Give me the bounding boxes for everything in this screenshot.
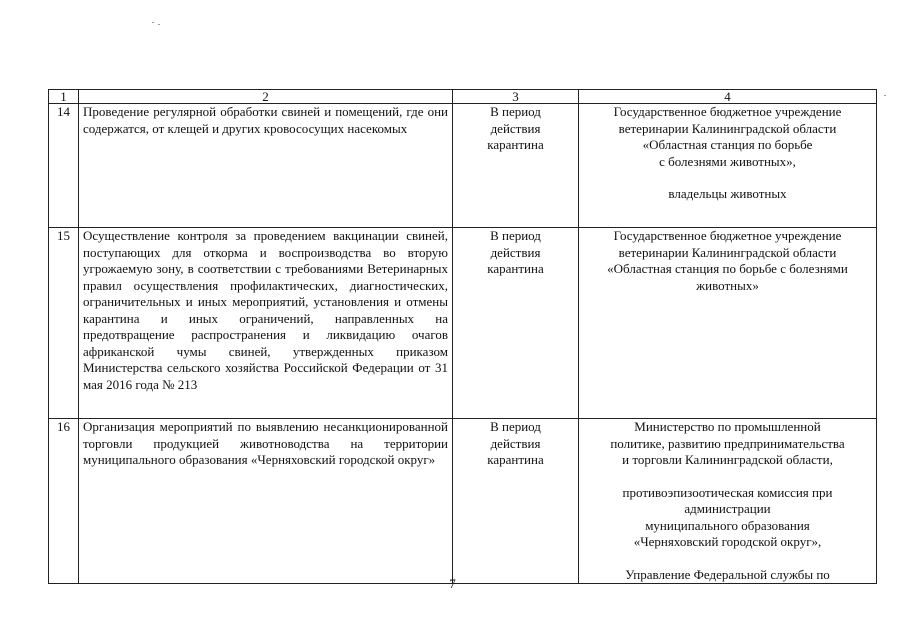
scan-speck — [884, 95, 886, 96]
header-cell-4: 4 — [579, 90, 877, 104]
responsible-line: с болезнями животных», — [659, 153, 796, 169]
scan-speck — [158, 24, 160, 25]
measure-description: Проведение регулярной обработки свиней и помещений, где они содержатся, от клещей и других кровососущих насекомых — [79, 104, 453, 228]
period-line: В период — [490, 104, 541, 119]
header-cell-3: 3 — [453, 90, 579, 104]
scan-speck — [152, 22, 154, 23]
responsible-line: и торговли Калининградской области, — [622, 452, 833, 467]
period-line: В период — [490, 419, 541, 434]
table-row — [49, 104, 877, 228]
period-line: карантина — [487, 452, 544, 467]
responsible-line: Государственное бюджетное учреждение — [613, 228, 842, 243]
period-cell — [453, 419, 579, 584]
period-line: карантина — [487, 137, 544, 152]
period-line: карантина — [487, 261, 544, 276]
responsible-cell — [579, 104, 877, 228]
spacer — [583, 469, 872, 485]
responsible-line: «Областная станция по борьбе — [642, 137, 813, 152]
spacer — [583, 170, 872, 186]
responsible-line: политике, развитию предпринимательства — [610, 435, 845, 451]
responsible-line: животных» — [696, 277, 759, 293]
period-line: действия — [490, 244, 541, 260]
responsible-cell — [579, 419, 877, 584]
row-number: 15 — [49, 228, 79, 419]
responsible-cell — [579, 228, 877, 419]
responsible-line: Министерство по промышленной — [634, 419, 821, 434]
responsible-line: «Черняховский городской округ», — [633, 534, 822, 549]
responsible-line: Управление Федеральной службы по — [625, 566, 830, 582]
responsible-line: «Областная станция по борьбе с болезнями — [607, 261, 848, 276]
responsible-line: муниципального образования — [645, 517, 810, 533]
period-line: В период — [490, 228, 541, 243]
page-number: 7 — [449, 576, 456, 591]
header-row — [49, 90, 877, 104]
measures-table — [48, 89, 877, 584]
period-line: действия — [490, 120, 541, 136]
responsible-line: Государственное бюджетное учреждение — [613, 104, 842, 119]
header-cell-2: 2 — [79, 90, 453, 104]
responsible-line: администрации — [684, 501, 771, 516]
row-number: 14 — [49, 104, 79, 228]
responsible-line: владельцы животных — [668, 186, 787, 201]
period-line: действия — [490, 435, 541, 451]
responsible-line: ветеринарии Калининградской области — [618, 120, 837, 136]
period-cell — [453, 104, 579, 228]
header-cell-1: 1 — [49, 90, 79, 104]
responsible-line: ветеринарии Калининградской области — [618, 244, 837, 260]
spacer — [583, 551, 872, 567]
responsible-line: противоэпизоотическая комиссия при — [622, 484, 833, 500]
table-row — [49, 228, 877, 419]
measure-description: Осуществление контроля за проведением вакцинации свиней, поступающих для откорма и воспроизводства во вторую угрожаемую зону, в соответствии с требованиями Ветеринарных правил осуществления профилактических, диагностических, ограничительных и иных мероприятий, установления и отмены карантина и иных ограничений, направленных на предотвращение распространения и ликвидацию очагов африканской чумы свиней, утвержденных приказом Министерства сельского хозяйства Российской Федерации от 31 мая 2016 года № 213 — [79, 228, 453, 419]
table-row — [49, 419, 877, 584]
measure-description: Организация мероприятий по выявлению несанкционированной торговли продукцией животноводства на территории муниципального образования «Черняховский городской округ» — [79, 419, 453, 584]
row-number: 16 — [49, 419, 79, 584]
period-cell — [453, 228, 579, 419]
